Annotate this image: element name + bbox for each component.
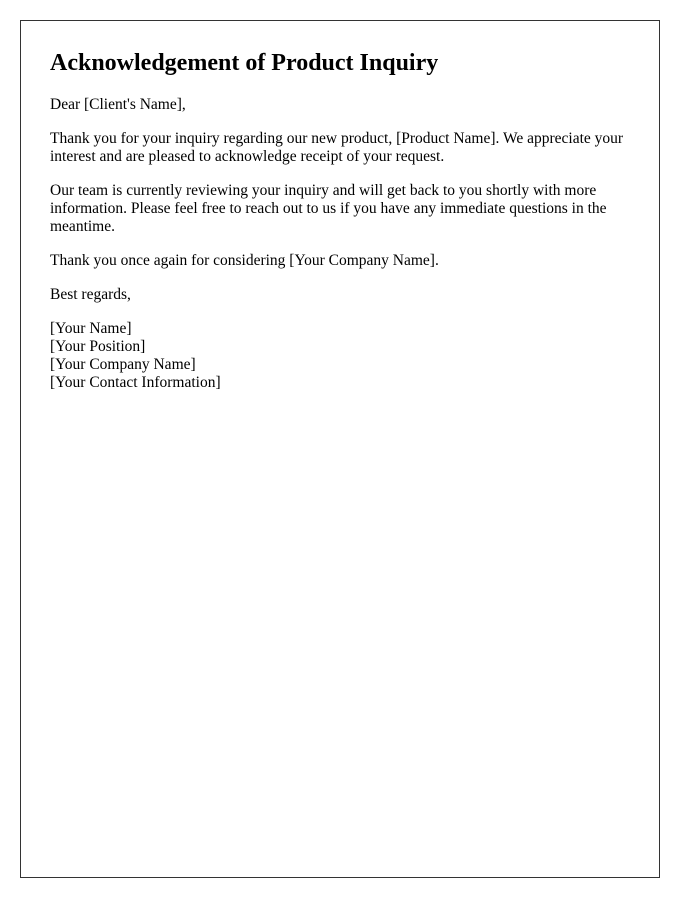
signature-block — [50, 320, 640, 392]
letter-title: Acknowledgement of Product Inquiry — [50, 50, 439, 76]
paragraph-inquiry-thanks: Thank you for your inquiry regarding our new product, [Product Name]. We appreciate your interest and are pleased to acknowledge receipt of your request. — [50, 130, 624, 165]
signature-name: [Your Name] — [50, 320, 132, 337]
signature-contact: [Your Contact Information] — [50, 374, 221, 391]
closing: Best regards, — [50, 286, 131, 303]
salutation: Dear [Client's Name], — [50, 96, 186, 113]
signature-company: [Your Company Name] — [50, 356, 196, 373]
letter-body — [50, 47, 640, 392]
signature-position: [Your Position] — [50, 338, 146, 355]
paragraph-review-status: Our team is currently reviewing your inquiry and will get back to you shortly with more information. Please feel free to reach out to us if you have any immediate questions in the meantime. — [50, 182, 607, 235]
paragraph-closing-thanks: Thank you once again for considering [Your Company Name]. — [50, 252, 439, 269]
letter-page — [20, 20, 660, 878]
